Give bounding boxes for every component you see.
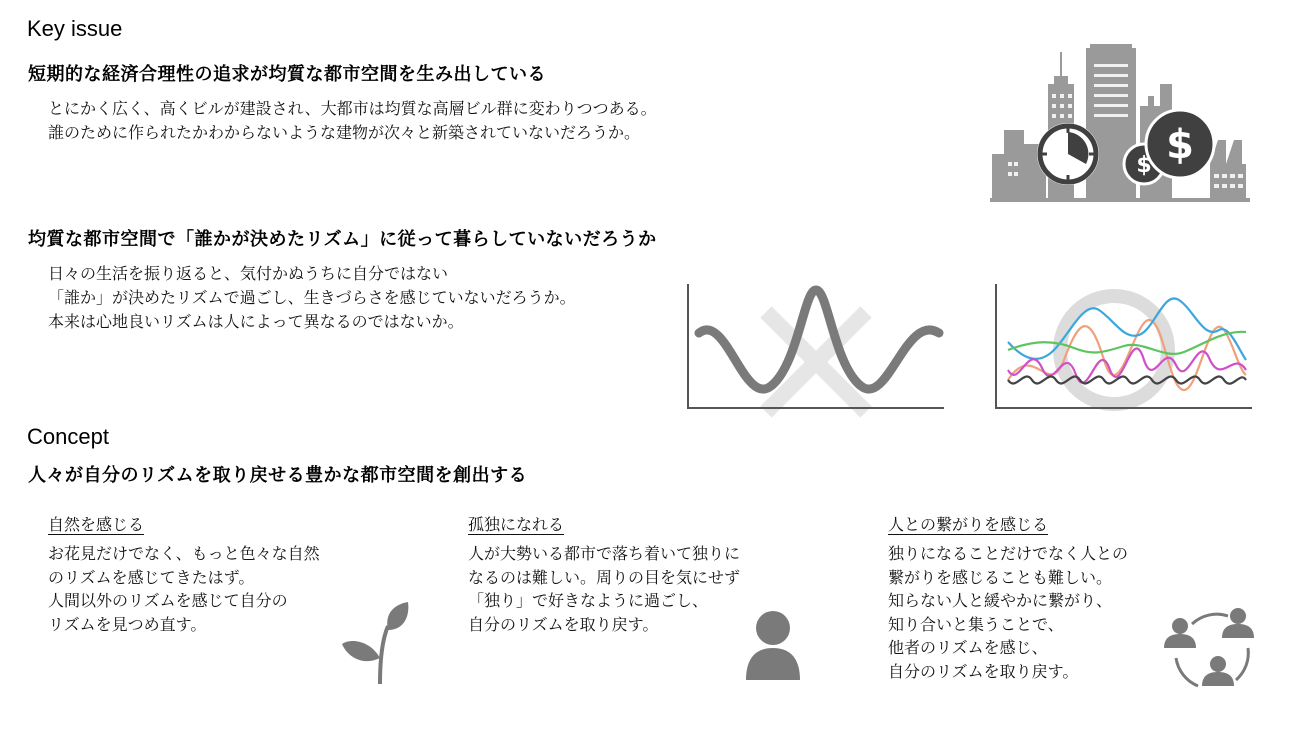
city-illustration xyxy=(990,44,1250,202)
concept-title-solitude: 孤独になれる xyxy=(468,515,565,534)
text-line: 「独り」で好きなように過ごし、 xyxy=(468,591,709,610)
uniform-rhythm-graphic xyxy=(686,280,948,420)
key-issue-paragraph-2 xyxy=(48,262,576,334)
text-line: お花見だけでなく、もっと色々な自然 xyxy=(48,544,320,563)
text-line: 繋がりを感じることも難しい。 xyxy=(888,567,1113,587)
concept-text-nature xyxy=(48,542,320,636)
dollar-coin-icon xyxy=(1124,110,1214,184)
key-issue-subheading-1: 短期的な経済合理性の追求が均質な都市空間を生み出している xyxy=(28,64,546,85)
text-line: 知らない人と緩やかに繋がり、 xyxy=(888,591,1113,610)
key-issue-paragraph-1 xyxy=(48,97,657,145)
text-line: 本来は心地良いリズムは人によって異なるのではないか。 xyxy=(48,312,464,331)
concept-subheading: 人々が自分のリズムを取り戻せる豊かな都市空間を創出する xyxy=(28,465,528,486)
svg-text:$: $ xyxy=(1136,153,1152,178)
text-line: リズムを見つめ直す。 xyxy=(48,614,207,634)
city-skyline-icon xyxy=(990,44,1250,202)
text-line: なるのは難しい。周りの目を気にせず xyxy=(468,567,741,587)
clock-icon xyxy=(1037,123,1099,185)
text-line: 独りになることだけでなく人との xyxy=(888,544,1129,563)
diverse-rhythm-graphic xyxy=(994,280,1256,420)
text-line: のリズムを感じてきたはず。 xyxy=(48,567,255,587)
leaf-icon xyxy=(340,600,410,686)
concept-title-connection: 人との繋がりを感じる xyxy=(888,515,1049,534)
text-line: 自分のリズムを取り戻す。 xyxy=(888,661,1079,681)
text-line: とにかく広く、高くビルが建設され、大都市は均質な高層ビル群に変わりつつある。 xyxy=(48,99,657,118)
svg-text:$: $ xyxy=(1166,122,1194,168)
concept-text-solitude xyxy=(468,542,740,636)
text-line: 人間以外のリズムを感じて自分の xyxy=(48,591,288,610)
concept-text-connection xyxy=(888,542,1128,683)
text-line: 誰のために作られたかわからないような建物が次々と新築されていないだろうか。 xyxy=(48,123,641,142)
text-line: 自分のリズムを取り戻す。 xyxy=(468,614,659,634)
text-line: 他者のリズムを感じ、 xyxy=(888,638,1048,657)
text-line: 人が大勢いる都市で落ち着いて独りに xyxy=(468,544,741,563)
people-network-icon xyxy=(1162,602,1256,694)
concept-heading: Concept xyxy=(27,424,109,449)
concept-title-nature: 自然を感じる xyxy=(48,515,145,534)
cross-mark-icon xyxy=(766,312,866,412)
text-line: 日々の生活を振り返ると、気付かぬうちに自分ではない xyxy=(48,264,449,283)
key-issue-subheading-2: 均質な都市空間で「誰かが決めたリズム」に従って暮らしていないだろうか xyxy=(28,229,657,250)
person-icon xyxy=(744,610,802,680)
key-issue-heading: Key issue xyxy=(27,16,123,41)
text-line: 「誰か」が決めたリズムで過ごし、生きづらさを感じていないだろうか。 xyxy=(48,288,576,307)
text-line: 知り合いと集うことで、 xyxy=(888,614,1064,634)
